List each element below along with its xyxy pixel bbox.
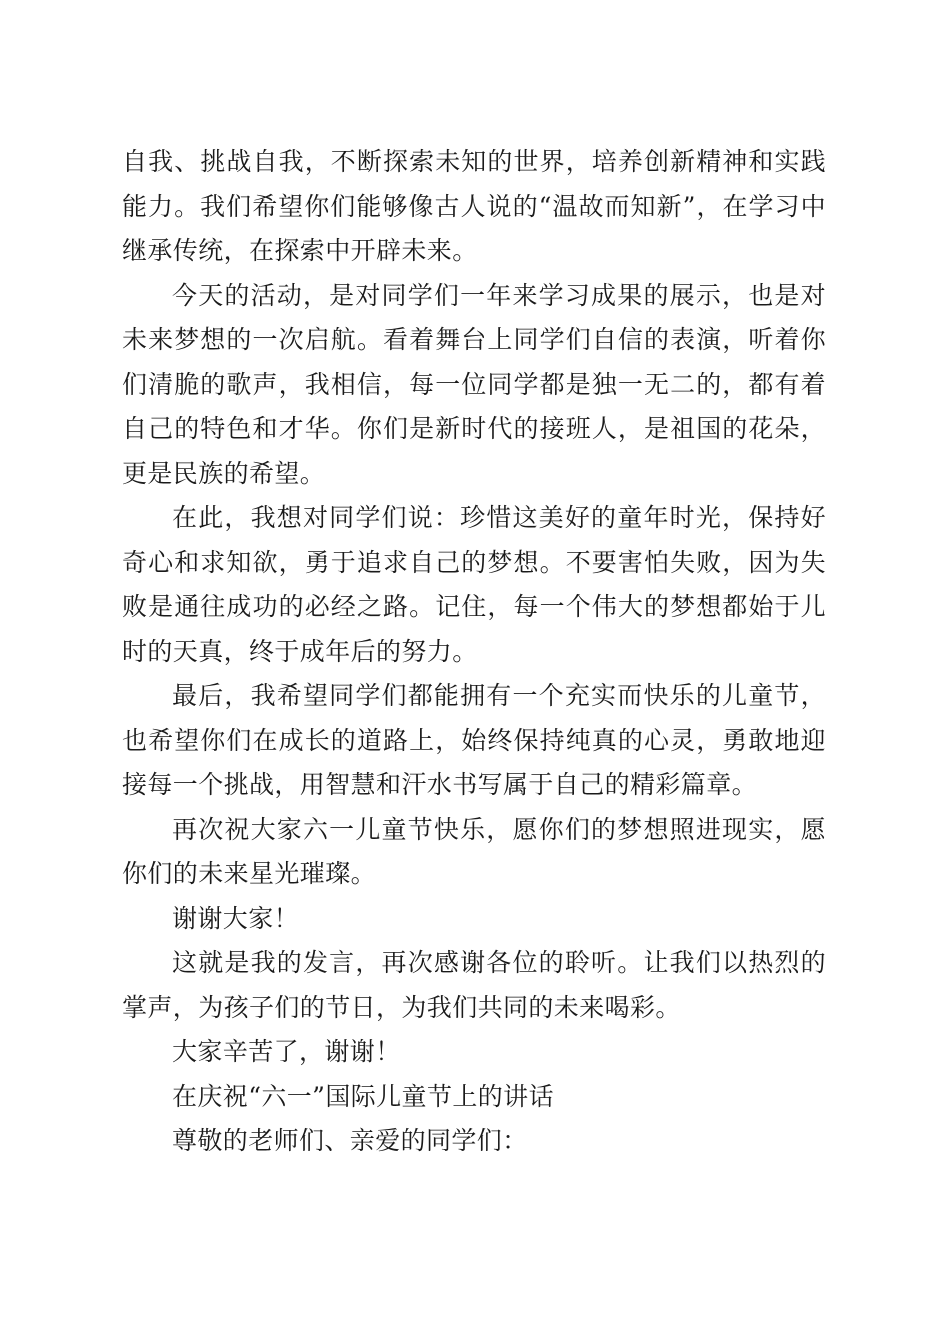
salutation: 尊敬的老师们、亲爱的同学们： [172, 1126, 528, 1155]
paragraph: 这就是我的发言，再次感谢各位的聆听。让我们以热烈的掌声，为孩子们的节日，为我们共同的未来喝彩。 [122, 948, 826, 1022]
closing-thanks: 谢谢大家！ [172, 903, 300, 933]
paragraph-continuation: 自我、挑战自我，不断探索未知的世界，培养创新精神和实践能力。我们希望你们能够像古人说的“温故而知新”，在学习中继承传统，在探索中开辟未来。 [122, 147, 826, 265]
speech-title: 在庆祝“六一”国际儿童节上的讲话 [172, 1081, 554, 1111]
closing-thanks: 大家辛苦了，谢谢！ [172, 1037, 401, 1066]
document-body [122, 140, 826, 1164]
paragraph: 再次祝大家六一儿童节快乐，愿你们的梦想照进现实，愿你们的未来星光璀璨。 [122, 814, 826, 888]
paragraph: 在此，我想对同学们说：珍惜这美好的童年时光，保持好奇心和求知欲，勇于追求自己的梦想。不要害怕失败，因为失败是通往成功的必经之路。记住，每一个伟大的梦想都始于儿时的天真，终于成年后的努力。 [122, 503, 826, 666]
paragraph: 今天的活动，是对同学们一年来学习成果的展示，也是对未来梦想的一次启航。看着舞台上同学们自信的表演，听着你们清脆的歌声，我相信，每一位同学都是独一无二的，都有着自己的特色和才华。你们是新时代的接班人，是祖国的花朵，更是民族的希望。 [122, 280, 826, 488]
paragraph: 最后，我希望同学们都能拥有一个充实而快乐的儿童节，也希望你们在成长的道路上，始终保持纯真的心灵，勇敢地迎接每一个挑战，用智慧和汗水书写属于自己的精彩篇章。 [122, 681, 826, 799]
